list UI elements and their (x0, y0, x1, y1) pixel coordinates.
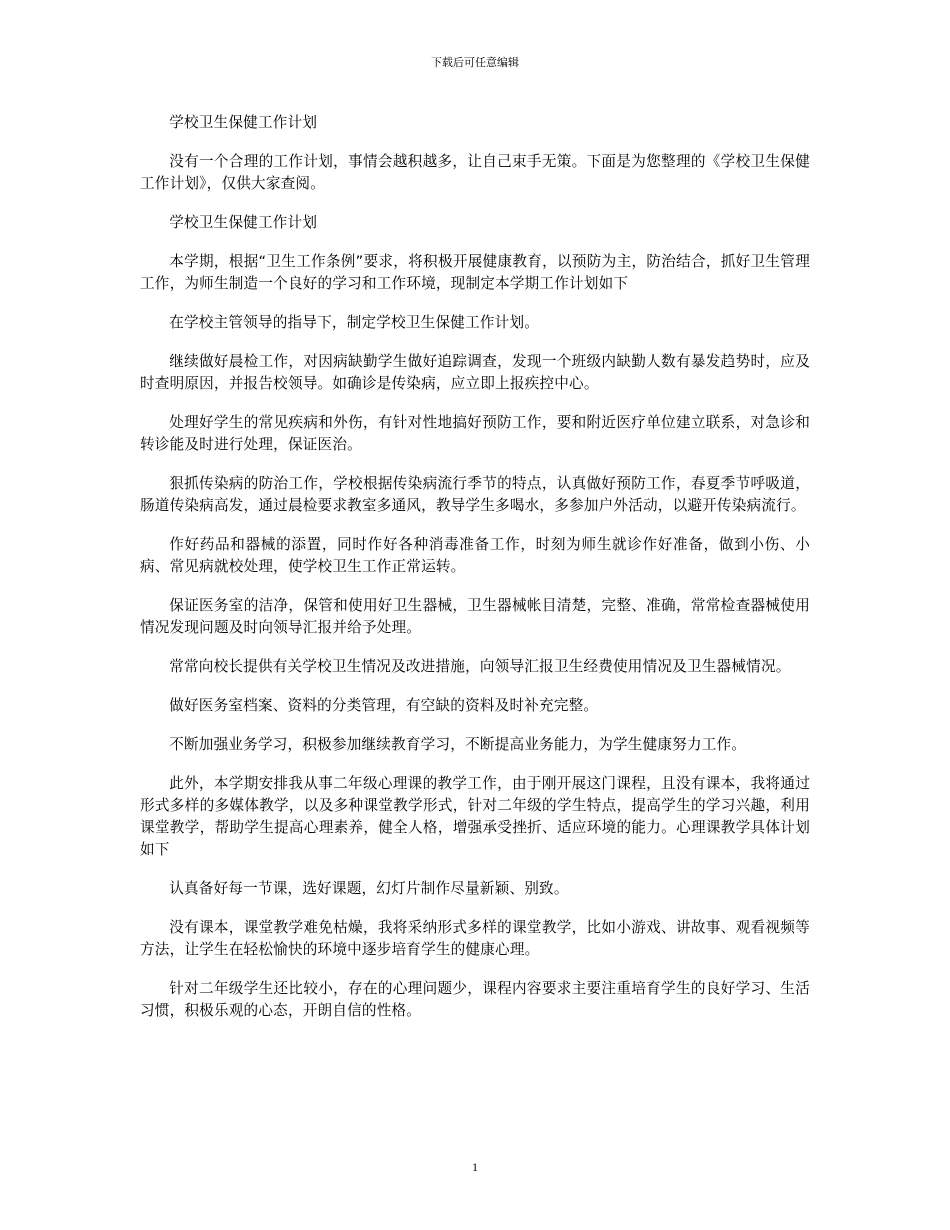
paragraph: 针对二年级学生还比较小，存在的心理问题少，课程内容要求主要注重培育学生的良好学习、生活习惯，积极乐观的心态，开朗自信的性格。 (140, 980, 810, 1019)
paragraph: 做好医务室档案、资料的分类管理，有空缺的资料及时补充完整。 (169, 697, 599, 714)
paragraph: 在学校主管领导的指导下，制定学校卫生保健工作计划。 (169, 314, 540, 331)
paragraph: 保证医务室的洁净，保管和使用好卫生器械，卫生器械帐目清楚，完整、准确，常常检查器械使用情况发现问题及时向领导汇报并给予处理。 (140, 597, 810, 636)
paragraph: 不断加强业务学习，积极参加继续教育学习，不断提高业务能力，为学生健康努力工作。 (169, 736, 747, 753)
paragraph: 狠抓传染病的防治工作，学校根据传染病流行季节的特点，认真做好预防工作，春夏季节呼吸道，肠道传染病高发，通过晨检要求教室多通风，教导学生多喝水，多参加户外活动，以避开传染病流行。 (140, 475, 810, 514)
paragraph: 认真备好每一节课，选好课题，幻灯片制作尽量新颖、别致。 (169, 880, 569, 897)
paragraph: 本学期，根据“卫生工作条例”要求，将积极开展健康教育，以预防为主，防治结合，抓好卫生管理工作，为师生制造一个良好的学习和工作环境，现制定本学期工作计划如下 (140, 253, 810, 292)
header-note: 下载后可任意编辑 (431, 56, 519, 69)
page-number: 1 (472, 1160, 478, 1174)
paragraph: 没有课本，课堂教学难免枯燥，我将采纳形式多样的课堂教学，比如小游戏、讲故事、观看视频等方法，让学生在轻松愉快的环境中逐步培育学生的健康心理。 (140, 919, 810, 958)
paragraph: 作好药品和器械的添置，同时作好各种消毒准备工作，时刻为师生就诊作好准备，做到小伤、小病、常见病就校处理，使学校卫生工作正常运转。 (140, 536, 810, 575)
paragraph: 此外，本学期安排我从事二年级心理课的教学工作，由于刚开展这门课程，且没有课本，我将通过形式多样的多媒体教学，以及多种课堂教学形式，针对二年级的学生特点，提高学生的学习兴趣，利用课堂教学，帮助学生提高心理素养，健全人格，增强承受挫折、适应环境的能力。心理课教学具体计划如下 (140, 775, 810, 858)
document-body (140, 112, 810, 1039)
document-title: 学校卫生保健工作计划 (169, 114, 318, 131)
paragraph: 常常向校长提供有关学校卫生情况及改进措施，向领导汇报卫生经费使用情况及卫生器械情况。 (169, 658, 791, 675)
section-heading: 学校卫生保健工作计划 (169, 214, 318, 231)
paragraph: 继续做好晨检工作，对因病缺勤学生做好追踪调查，发现一个班级内缺勤人数有暴发趋势时，应及时查明原因，并报告校领导。如确诊是传染病，应立即上报疾控中心。 (140, 353, 810, 392)
paragraph: 没有一个合理的工作计划，事情会越积越多，让自己束手无策。下面是为您整理的《学校卫生保健工作计划》，仅供大家查阅。 (140, 153, 810, 192)
paragraph: 处理好学生的常见疾病和外伤，有针对性地搞好预防工作，要和附近医疗单位建立联系，对急诊和转诊能及时进行处理，保证医治。 (140, 414, 810, 453)
